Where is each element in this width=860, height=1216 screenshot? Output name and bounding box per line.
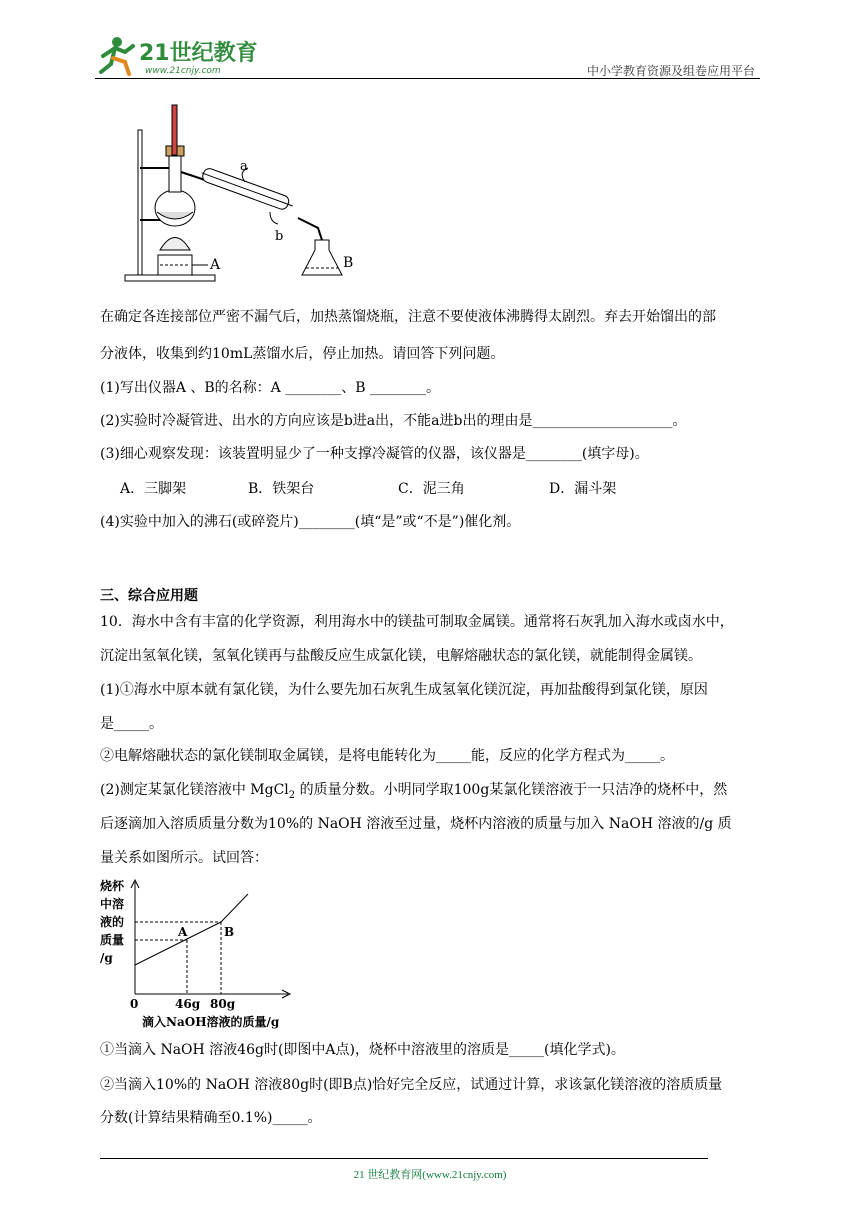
runner-icon: [101, 37, 133, 74]
label-b: b: [275, 229, 284, 244]
q10-line9: ①当滴入 NaOH 溶液46g时(即图中A点)，烧杯中溶液里的溶质是_____(填化学式)。: [100, 1042, 625, 1058]
label-A: A: [210, 257, 221, 273]
q10-line6: (2)测定某氯化镁溶液中 MgCl$_2$ 的质量分数。小明同学取100g某氯化镁溶液于一只洁净的烧杯中，然: [100, 782, 728, 801]
point-b: B: [224, 925, 235, 939]
logo-text: 21世纪教育: [139, 41, 258, 66]
header-divider: [95, 78, 760, 79]
q9-part1: (1)写出仪器A 、B的名称：A ________、B ________。: [100, 380, 440, 396]
option-d: D．漏斗架: [549, 481, 617, 497]
x-tick-80: 80g: [210, 997, 236, 1011]
point-a: A: [178, 925, 188, 939]
footer-link[interactable]: 21 世纪教育网(www.21cnjy.com): [353, 1169, 507, 1181]
q10-line4: 是_____。: [100, 716, 163, 732]
ylabel-3: 液的: [100, 915, 125, 929]
q10-line1: 10．海水中含有丰富的化学资源，利用海水中的镁盐可制取金属镁。通常将石灰乳加入海水或卤水中，: [100, 614, 734, 630]
x-tick-46: 46g: [175, 997, 201, 1011]
ylabel-4: 质量: [100, 933, 125, 947]
q10-line10: ②当滴入10%的 NaOH 溶液80g时(即B点)恰好完全反应，试通过计算，求该氯化镁溶液的溶质质量: [100, 1077, 723, 1093]
ylabel-1: 烧杯: [100, 879, 125, 893]
origin-label: 0: [130, 997, 139, 1011]
q9-intro-line2: 分液体，收集到约10mL蒸馏水后，停止加热。请回答下列问题。: [100, 346, 505, 362]
distillation-apparatus-figure: [120, 100, 370, 285]
ylabel-2: 中溶: [100, 897, 125, 911]
label-B: B: [343, 255, 354, 271]
mass-graph-figure: [98, 872, 298, 1032]
q9-part2: (2)实验时冷凝管进、出水的方向应该是b进a出，不能a进b出的理由是____________________。: [100, 413, 687, 429]
ylabel-5: /g: [100, 951, 113, 965]
q10-line7: 后逐滴加入溶质质量分数为10%的 NaOH 溶液至过量，烧杯内溶液的质量与加入 NaOH 溶液的/g 质: [100, 816, 732, 832]
xlabel: 滴入NaOH溶液的质量/g: [142, 1015, 280, 1029]
q9-intro-line1: 在确定各连接部位严密不漏气后，加热蒸馏烧瓶，注意不要使液体沸腾得太剧烈。弃去开始馏出的部: [100, 309, 716, 325]
q10-line5: ②电解熔融状态的氯化镁制取金属镁，是将电能转化为_____能，反应的化学方程式为_____。: [100, 748, 674, 764]
footer-divider: [100, 1158, 708, 1159]
q10-line2: 沉淀出氢氧化镁，氢氧化镁再与盐酸反应生成氯化镁，电解熔融状态的氯化镁，就能制得金属镁。: [100, 648, 702, 664]
q10-line8: 量关系如图所示。试回答：: [100, 850, 268, 866]
q9-part3: (3)细心观察发现：该装置明显少了一种支撑冷凝管的仪器，该仪器是________(填字母)。: [100, 446, 649, 462]
logo-url: www.21cnjy.com: [145, 66, 221, 76]
label-a: a: [240, 159, 248, 174]
section-title: 三、综合应用题: [100, 588, 198, 604]
option-c: C．泥三角: [398, 481, 465, 497]
platform-title: 中小学教育资源及组卷应用平台: [586, 64, 755, 78]
site-logo: [95, 30, 260, 78]
option-b: B．铁架台: [248, 481, 315, 497]
q10-line11: 分数(计算结果精确至0.1%)_____。: [100, 1110, 322, 1126]
q10-line3: (1)①海水中原本就有氯化镁，为什么要先加石灰乳生成氢氧化镁沉淀，再加盐酸得到氯化镁，原因: [100, 682, 708, 698]
q9-part4: (4)实验中加入的沸石(或碎瓷片)________(填“是”或“不是”)催化剂。: [100, 514, 521, 530]
option-a: A．三脚架: [120, 481, 187, 497]
